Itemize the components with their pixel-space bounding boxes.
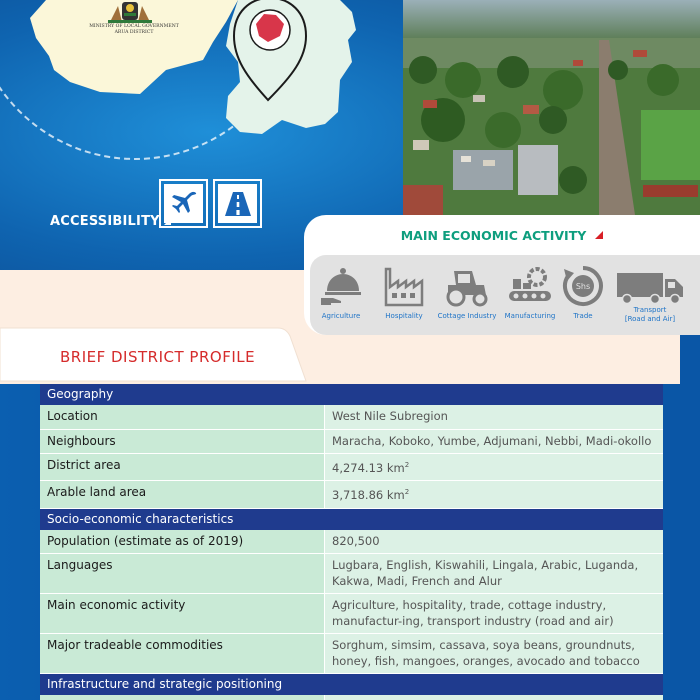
gear-conveyor-icon — [507, 265, 553, 307]
economic-activity-icons — [310, 255, 700, 335]
triangle-marker-icon — [595, 231, 603, 239]
table-row — [40, 594, 663, 634]
coat-of-arms-icon — [100, 0, 160, 24]
row-key: Languages — [40, 554, 325, 593]
row-value: Agriculture, hospitality, trade, cottage industry, manufactur-ing, transport industry (road and air) — [325, 594, 663, 633]
road-access-box — [213, 179, 262, 228]
activity-manufacturing: Manufacturing — [500, 265, 560, 321]
truck-icon — [615, 265, 685, 307]
district-profile-table — [40, 384, 663, 700]
uganda-map — [226, 0, 356, 134]
row-key: Neighbours — [40, 430, 325, 454]
airplane-access-box — [159, 179, 208, 228]
table-row — [40, 481, 663, 508]
row-value: 3,718.86 $km^2$ — [325, 481, 663, 507]
row-key: Main economic activity — [40, 594, 325, 633]
right-blue-strip — [680, 330, 700, 700]
section-header-socio-economic: Socio-economic characteristics — [40, 509, 663, 530]
tractor-icon — [444, 265, 490, 307]
economic-activity-panel — [304, 215, 700, 335]
economic-activity-title: MAIN ECONOMIC ACTIVITY — [304, 215, 700, 255]
svg-text:Shs: Shs — [575, 282, 591, 291]
activity-transport: Transport [Road and Air] — [610, 265, 690, 324]
accessibility-label: ACCESSIBILITY — [50, 214, 171, 229]
row-key: District area — [40, 454, 325, 480]
shs-cycle-icon — [562, 265, 604, 307]
row-value: West Nile Subregion — [325, 405, 663, 429]
row-value: Lugbara, English, Kiswahili, Lingala, Arabic, Luganda, Kakwa, Madi, French and Alur — [325, 554, 663, 593]
profile-title: BRIEF DISTRICT PROFILE — [60, 348, 256, 366]
section-header-geography: Geography — [40, 384, 663, 405]
activity-trade: Shs Trade — [556, 265, 610, 321]
section-header-infrastructure: Infrastructure and strategic positioning — [40, 674, 663, 695]
row-value: 4,274.13 $km^2$ — [325, 454, 663, 480]
airplane-icon — [169, 189, 199, 219]
activity-cottage-industry: Cottage Industry — [434, 265, 500, 321]
table-row — [40, 554, 663, 594]
activity-agriculture: Agriculture — [316, 265, 366, 321]
row-key: Population (estimate as of 2019) — [40, 530, 325, 554]
row-value: Maracha, Koboko, Yumbe, Adjumani, Nebbi, Madi-okollo — [325, 430, 663, 454]
town-aerial-photo — [403, 0, 700, 215]
factory-icon — [382, 265, 426, 307]
row-value: Sorghum, simsim, cassava, soya beans, groundnuts, honey, fish, mangoes, oranges, avocado and tobacco — [325, 634, 663, 673]
ministry-caption: MINISTRY OF LOCAL GOVERNMENT ARUA DISTRICT — [89, 24, 179, 35]
table-row — [40, 405, 663, 430]
table-row — [40, 634, 663, 674]
row-key: Major tradeable commodities — [40, 634, 325, 673]
road-icon — [223, 189, 253, 219]
table-row — [40, 530, 663, 555]
table-row — [40, 430, 663, 455]
row-key: Location — [40, 405, 325, 429]
table-row — [40, 454, 663, 481]
table-row — [40, 695, 663, 700]
row-key: Arable land area — [40, 481, 325, 507]
cloche-icon — [319, 265, 363, 307]
activity-hospitality: Hospitality — [376, 265, 432, 321]
row-value: 820,500 — [325, 530, 663, 554]
